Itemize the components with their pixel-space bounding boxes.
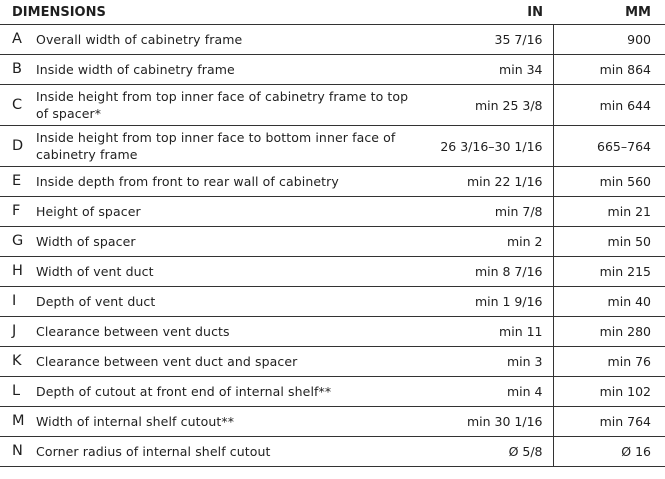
row-value-mm: min 215: [553, 257, 665, 287]
row-value-mm: min 280: [553, 317, 665, 347]
table-row: [0, 85, 665, 126]
row-letter: L: [12, 383, 21, 399]
row-value-in: Ø 5/8: [415, 437, 553, 467]
row-value-mm: min 76: [553, 347, 665, 377]
row-value-in: 26 3/16–30 1/16: [415, 126, 553, 167]
row-value-in: min 11: [415, 317, 553, 347]
row-value-in: min 8 7/16: [415, 257, 553, 287]
row-value-mm: min 644: [553, 85, 665, 126]
table-row: [0, 407, 665, 437]
row-label: Overall width of cabinetry frame: [36, 32, 243, 47]
row-value-mm: min 21: [553, 197, 665, 227]
row-value-in: min 22 1/16: [415, 167, 553, 197]
table-row: [0, 25, 665, 55]
row-letter: H: [12, 263, 23, 279]
row-label: Width of spacer: [36, 234, 136, 249]
table-row: [0, 437, 665, 467]
row-letter: E: [12, 173, 22, 189]
row-label: Clearance between vent ducts: [36, 324, 230, 339]
row-value-in: min 3: [415, 347, 553, 377]
row-letter: F: [12, 203, 21, 219]
row-value-in: min 30 1/16: [415, 407, 553, 437]
header-row: [0, 0, 665, 25]
row-letter: A: [12, 31, 22, 47]
header-in: IN: [415, 0, 553, 25]
row-letter: C: [12, 96, 23, 113]
table-row: [0, 167, 665, 197]
table-row: [0, 347, 665, 377]
row-value-in: min 2: [415, 227, 553, 257]
table-row: [0, 197, 665, 227]
row-value-mm: 665–764: [553, 126, 665, 167]
header-mm: MM: [553, 0, 665, 25]
row-value-mm: 900: [553, 25, 665, 55]
header-dimensions: DIMENSIONS: [0, 0, 415, 25]
row-value-mm: min 40: [553, 287, 665, 317]
table-row: [0, 377, 665, 407]
table-row: [0, 227, 665, 257]
row-value-mm: min 764: [553, 407, 665, 437]
row-letter: J: [12, 323, 17, 339]
row-label: Width of internal shelf cutout**: [36, 414, 235, 429]
row-letter: K: [12, 353, 22, 369]
row-label: Depth of cutout at front end of internal shelf**: [36, 384, 332, 399]
row-letter: I: [12, 293, 17, 309]
row-label: Corner radius of internal shelf cutout: [36, 444, 271, 459]
row-label: Inside height from top inner face to bottom inner face of cabinetry frame: [36, 130, 396, 162]
row-label: Clearance between vent duct and spacer: [36, 354, 298, 369]
row-value-mm: Ø 16: [553, 437, 665, 467]
row-label: Height of spacer: [36, 204, 141, 219]
row-label: Inside depth from front to rear wall of cabinetry: [36, 174, 339, 189]
row-value-mm: min 864: [553, 55, 665, 85]
table-row: [0, 126, 665, 167]
row-letter: G: [12, 233, 24, 249]
row-label: Width of vent duct: [36, 264, 154, 279]
row-label: Depth of vent duct: [36, 294, 156, 309]
table-row: [0, 287, 665, 317]
table-row: [0, 55, 665, 85]
table-row: [0, 257, 665, 287]
table-row: [0, 317, 665, 347]
row-value-in: min 1 9/16: [415, 287, 553, 317]
row-label: Inside width of cabinetry frame: [36, 62, 235, 77]
row-value-mm: min 102: [553, 377, 665, 407]
row-letter: D: [12, 137, 24, 154]
row-label: Inside height from top inner face of cabinetry frame to top of spacer*: [36, 89, 409, 121]
row-value-mm: min 560: [553, 167, 665, 197]
row-value-in: min 7/8: [415, 197, 553, 227]
row-value-mm: min 50: [553, 227, 665, 257]
row-letter: N: [12, 443, 23, 459]
row-value-in: min 34: [415, 55, 553, 85]
row-value-in: min 25 3/8: [415, 85, 553, 126]
row-letter: M: [12, 413, 25, 429]
row-value-in: 35 7/16: [415, 25, 553, 55]
row-letter: B: [12, 61, 22, 77]
row-value-in: min 4: [415, 377, 553, 407]
